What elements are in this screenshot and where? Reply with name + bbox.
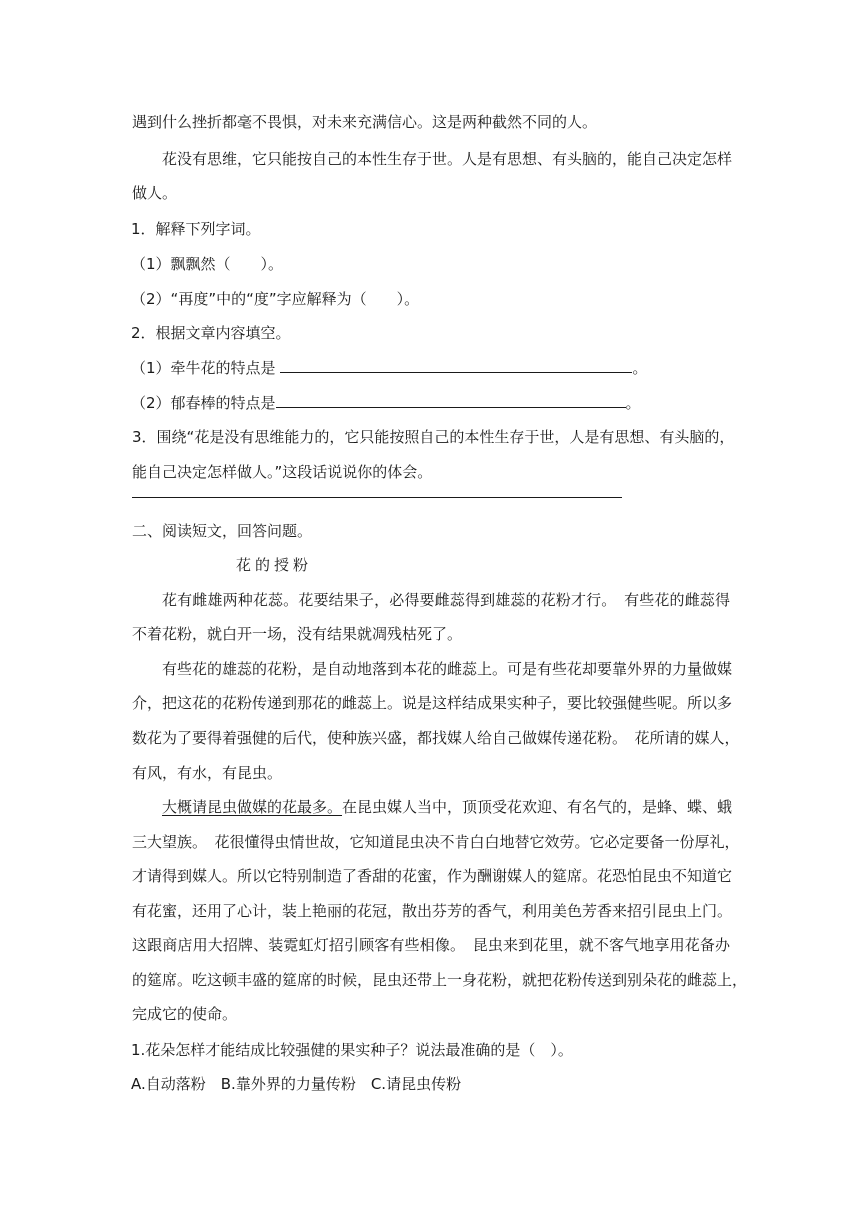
- paragraph-line: 完成它的使命。: [132, 1005, 238, 1023]
- question-2-item-2: [131, 393, 731, 413]
- paragraph-line: 做人。: [132, 184, 178, 202]
- paragraph-line: 有花蜜，还用了心计，装上艳丽的花冠，散出芬芳的香气，利用美色芳香来招引昆虫上门。: [132, 902, 733, 920]
- paragraph-text: 在昆虫媒人当中，顶顶受花欢迎、有名气的，是蜂、蝶、蛾: [342, 798, 733, 816]
- question-4-options: A.自动落粉 B.靠外界的力量传粉 C.请昆虫传粉: [131, 1075, 462, 1093]
- paragraph-line: 花有雌雄两种花蕊。花要结果子，必得要雌蕊得到雄蕊的花粉才行。 有些花的雌蕊得: [162, 591, 730, 609]
- question-2-item-1: [131, 358, 731, 378]
- question-2-item-2-end: 。: [625, 394, 641, 412]
- question-2-heading: 2．根据文章内容填空。: [131, 324, 291, 342]
- fill-blank-line: [276, 393, 626, 408]
- fill-blank-line: [280, 358, 632, 373]
- paragraph-line: 不着花粉，就白开一场，没有结果就凋残枯死了。: [132, 625, 463, 643]
- paragraph-line: 才请得到媒人。所以它特别制造了香甜的花蜜，作为酬谢媒人的筵席。花恐怕昆虫不知道它: [132, 867, 733, 885]
- paragraph-line: 三大望族。 花很懂得虫情世故，它知道昆虫决不肯白白地替它效劳。它必定要备一份厚礼，: [132, 833, 740, 851]
- paragraph-line: 有些花的雄蕊的花粉，是自动地落到本花的雌蕊上。可是有些花却要靠外界的力量做媒: [162, 660, 733, 678]
- question-3-line: 能自己决定怎样做人。”这段话说说你的体会。: [132, 463, 433, 481]
- question-2-item-1-label: （1）牵牛花的特点是: [131, 359, 281, 377]
- question-1-item-2: （2）“再度”中的“度”字应解释为（ ）。: [131, 290, 420, 308]
- question-1-heading: 1．解释下列字词。: [131, 220, 261, 238]
- question-3-line: 3．围绕“花是没有思维能力的，它只能按照自己的本性生存于世，人是有思想、有头脑的，: [132, 428, 735, 446]
- question-4-stem: 1.花朵怎样才能结成比较强健的果实种子？说法最准确的是（ ）。: [131, 1041, 573, 1059]
- paragraph-line: 数花为了要得着强健的后代，使种族兴盛，都找媒人给自己做媒传递花粉。 花所请的媒人，: [132, 729, 740, 747]
- paragraph-line: 花没有思维，它只能按自己的本性生存于世。人是有思想、有头脑的，能自己决定怎样: [162, 150, 733, 168]
- question-2-item-2-label: （2）郁春棒的特点是: [131, 394, 276, 412]
- underlined-sentence: 大概请昆虫做媒的花最多。: [162, 798, 343, 816]
- paragraph-line: 有风，有水，有昆虫。: [132, 764, 283, 782]
- paragraph-line: 的筵席。吃这顿丰盛的筵席的时候，昆虫还带上一身花粉，就把花粉传送到别朵花的雌蕊上，: [132, 971, 748, 989]
- paragraph-line: [162, 797, 733, 817]
- paragraph-line: 介，把这花的花粉传递到那花的雌蕊上。说是这样结成果实种子，要比较强健些呢。所以多: [132, 694, 733, 712]
- paragraph-line: 这跟商店用大招牌、装霓虹灯招引顾客有些相像。 昆虫来到花里，就不客气地享用花备办: [132, 936, 730, 954]
- question-1-item-1: （1）飘飘然（ ）。: [131, 255, 284, 273]
- question-2-item-1-end: 。: [632, 359, 648, 377]
- section-heading: 二、阅读短文，回答问题。: [132, 522, 313, 540]
- answer-line: [132, 497, 622, 498]
- paragraph-line: 遇到什么挫折都毫不畏惧，对未来充满信心。这是两种截然不同的人。: [132, 113, 598, 131]
- passage-title: 花的授粉: [236, 556, 313, 574]
